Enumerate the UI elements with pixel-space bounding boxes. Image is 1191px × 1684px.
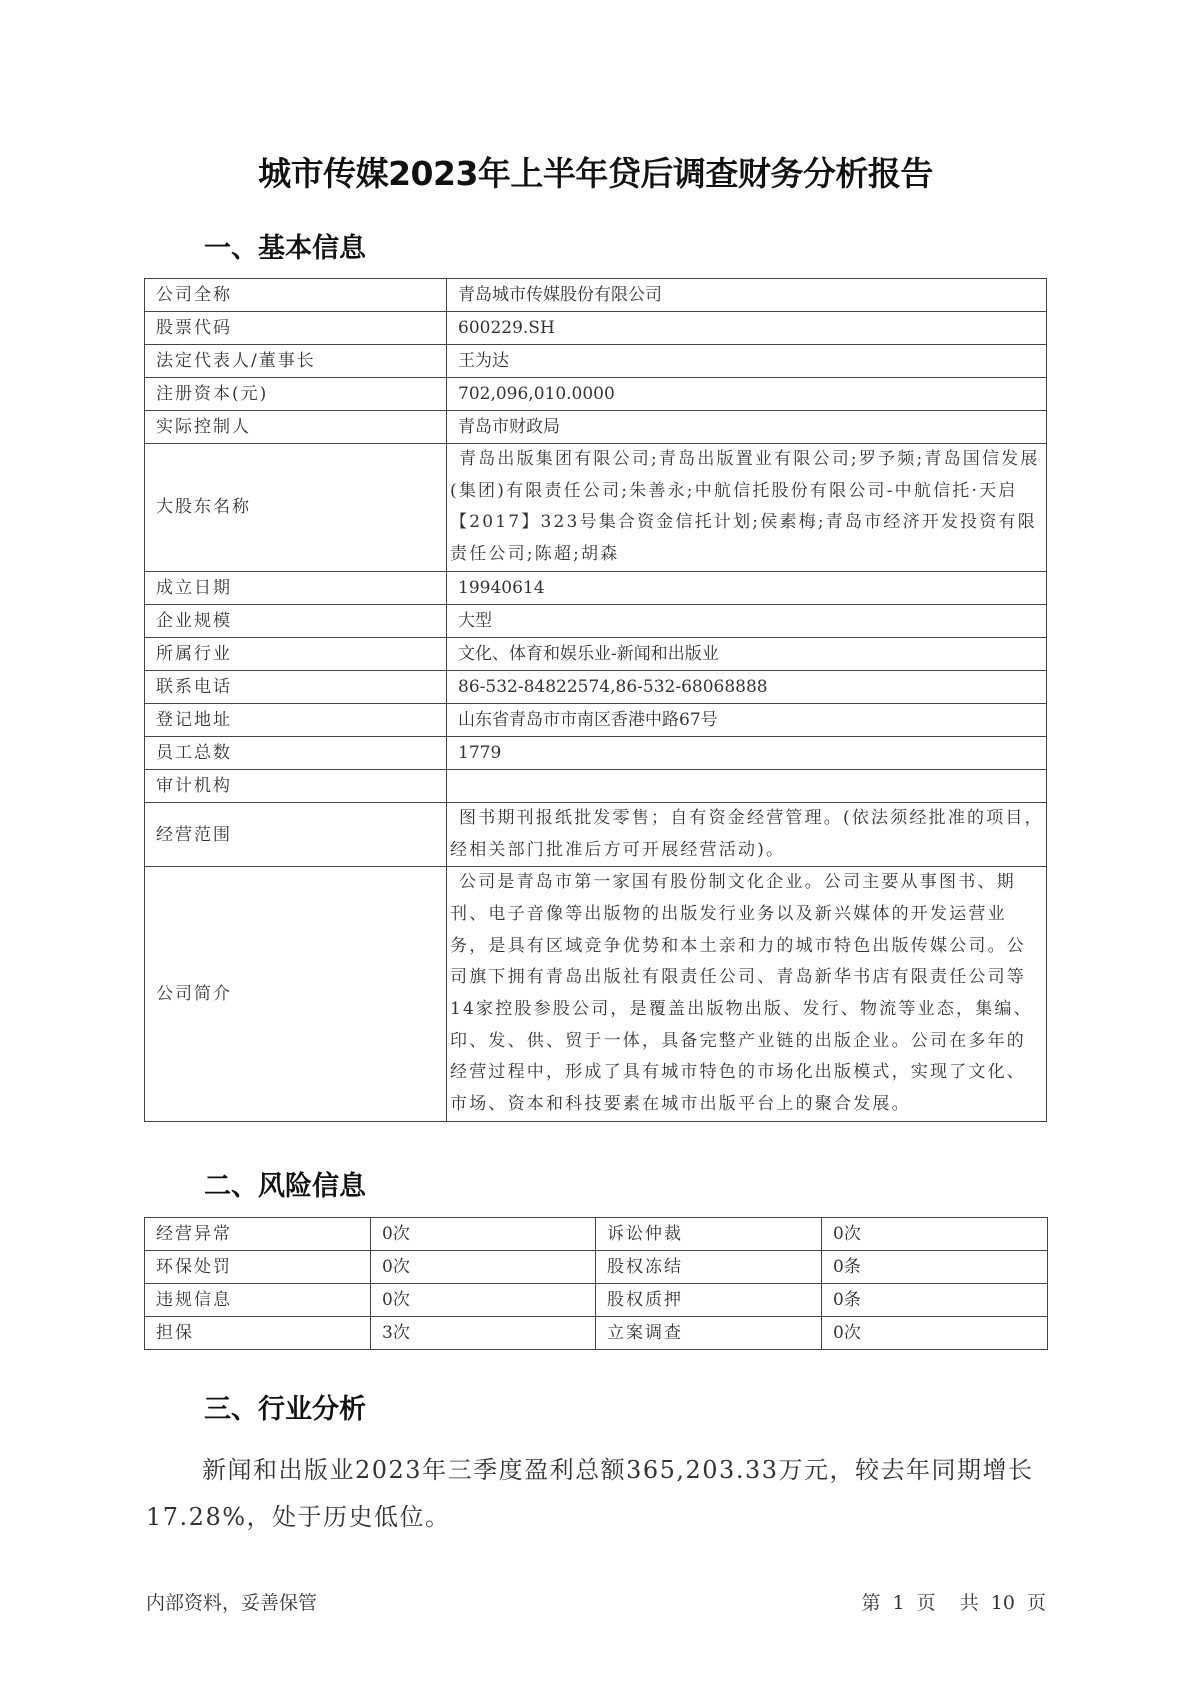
risk-value: 0条 [822,1251,1048,1284]
field-value: 文化、体育和娱乐业-新闻和出版业 [447,637,1047,670]
risk-label: 股权冻结 [596,1251,822,1284]
risk-label: 诉讼仲裁 [596,1218,822,1251]
footer-confidential-note: 内部资料，妥善保管 [146,1592,318,1614]
table-row [145,378,1047,411]
risk-value: 3次 [371,1317,596,1350]
field-value: 1779 [447,736,1047,769]
field-label: 经营范围 [145,802,447,866]
field-label: 联系电话 [145,670,447,703]
table-row [145,604,1047,637]
table-row [145,411,1047,444]
risk-info-table [144,1217,1048,1350]
field-label: 法定代表人/董事长 [145,345,447,378]
table-row [145,279,1047,312]
field-value: 青岛市财政局 [447,411,1047,444]
field-value: 19940614 [447,571,1047,604]
section-heading-basic-info: 一、基本信息 [204,233,366,264]
risk-label: 担保 [145,1317,371,1350]
field-label: 所属行业 [145,637,447,670]
field-value: 大型 [447,604,1047,637]
field-label: 实际控制人 [145,411,447,444]
field-label: 股票代码 [145,312,447,345]
field-value: 86-532-84822574,86-532-68068888 [447,670,1047,703]
risk-value: 0次 [371,1251,596,1284]
basic-info-table [144,278,1047,1122]
report-title: 城市传媒2023年上半年贷后调查财务分析报告 [258,154,933,193]
table-row [145,444,1047,572]
field-label: 大股东名称 [145,444,447,572]
table-row [145,345,1047,378]
risk-value: 0条 [822,1284,1048,1317]
field-label: 审计机构 [145,769,447,802]
field-label: 公司全称 [145,279,447,312]
field-value: 山东省青岛市市南区香港中路67号 [447,703,1047,736]
risk-label: 立案调查 [596,1317,822,1350]
risk-label: 环保处罚 [145,1251,371,1284]
field-label: 成立日期 [145,571,447,604]
industry-analysis-paragraph: 新闻和出版业2023年三季度盈利总额365,203.33万元，较去年同期增长17.28%，处于历史低位。 [146,1456,1034,1531]
table-row [145,571,1047,604]
risk-row [145,1284,1048,1317]
table-row [145,703,1047,736]
section-heading-risk-info: 二、风险信息 [204,1171,366,1202]
field-label: 企业规模 [145,604,447,637]
risk-label: 经营异常 [145,1218,371,1251]
table-row [145,769,1047,802]
table-row [145,637,1047,670]
footer-page-number: 第 1 页 共 10 页 [861,1592,1046,1614]
risk-row [145,1218,1048,1251]
field-value: 青岛出版集团有限公司;青岛出版置业有限公司;罗予频;青岛国信发展(集团)有限责任公司;朱善永;中航信托股份有限公司-中航信托·天启【2017】323号集合资金信托计划;侯素梅;青岛市经济开发投资有限责任公司;陈超;胡森 [447,444,1047,572]
field-value: 王为达 [447,345,1047,378]
field-value: 公司是青岛市第一家国有股份制文化企业。公司主要从事图书、期刊、电子音像等出版物的出版发行业务以及新兴媒体的开发运营业务，是具有区域竞争优势和本土亲和力的城市特色出版传媒公司。公司旗下拥有青岛出版社有限责任公司、青岛新华书店有限责任公司等14家控股参股公司，是覆盖出版物出版、发行、物流等业态，集编、印、发、供、贸于一体，具备完整产业链的出版企业。公司在多年的经营过程中，形成了具有城市特色的市场化出版模式，实现了文化、市场、资本和科技要素在城市出版平台上的聚合发展。 [447,867,1047,1122]
field-value: 青岛城市传媒股份有限公司 [447,279,1047,312]
risk-row [145,1317,1048,1350]
table-row [145,802,1047,866]
risk-value: 0次 [371,1284,596,1317]
table-row [145,867,1047,1122]
table-row [145,670,1047,703]
field-label: 注册资本(元) [145,378,447,411]
field-value: 702,096,010.0000 [447,378,1047,411]
field-value: 600229.SH [447,312,1047,345]
table-row [145,736,1047,769]
risk-label: 股权质押 [596,1284,822,1317]
table-row [145,312,1047,345]
risk-label: 违规信息 [145,1284,371,1317]
risk-value: 0次 [822,1317,1048,1350]
field-label: 公司简介 [145,867,447,1122]
field-value: 图书期刊报纸批发零售；自有资金经营管理。(依法须经批准的项目，经相关部门批准后方可开展经营活动)。 [447,802,1047,866]
field-label: 员工总数 [145,736,447,769]
risk-value: 0次 [371,1218,596,1251]
risk-row [145,1251,1048,1284]
field-value [447,769,1047,802]
field-label: 登记地址 [145,703,447,736]
risk-value: 0次 [822,1218,1048,1251]
section-heading-industry-analysis: 三、行业分析 [204,1394,366,1425]
